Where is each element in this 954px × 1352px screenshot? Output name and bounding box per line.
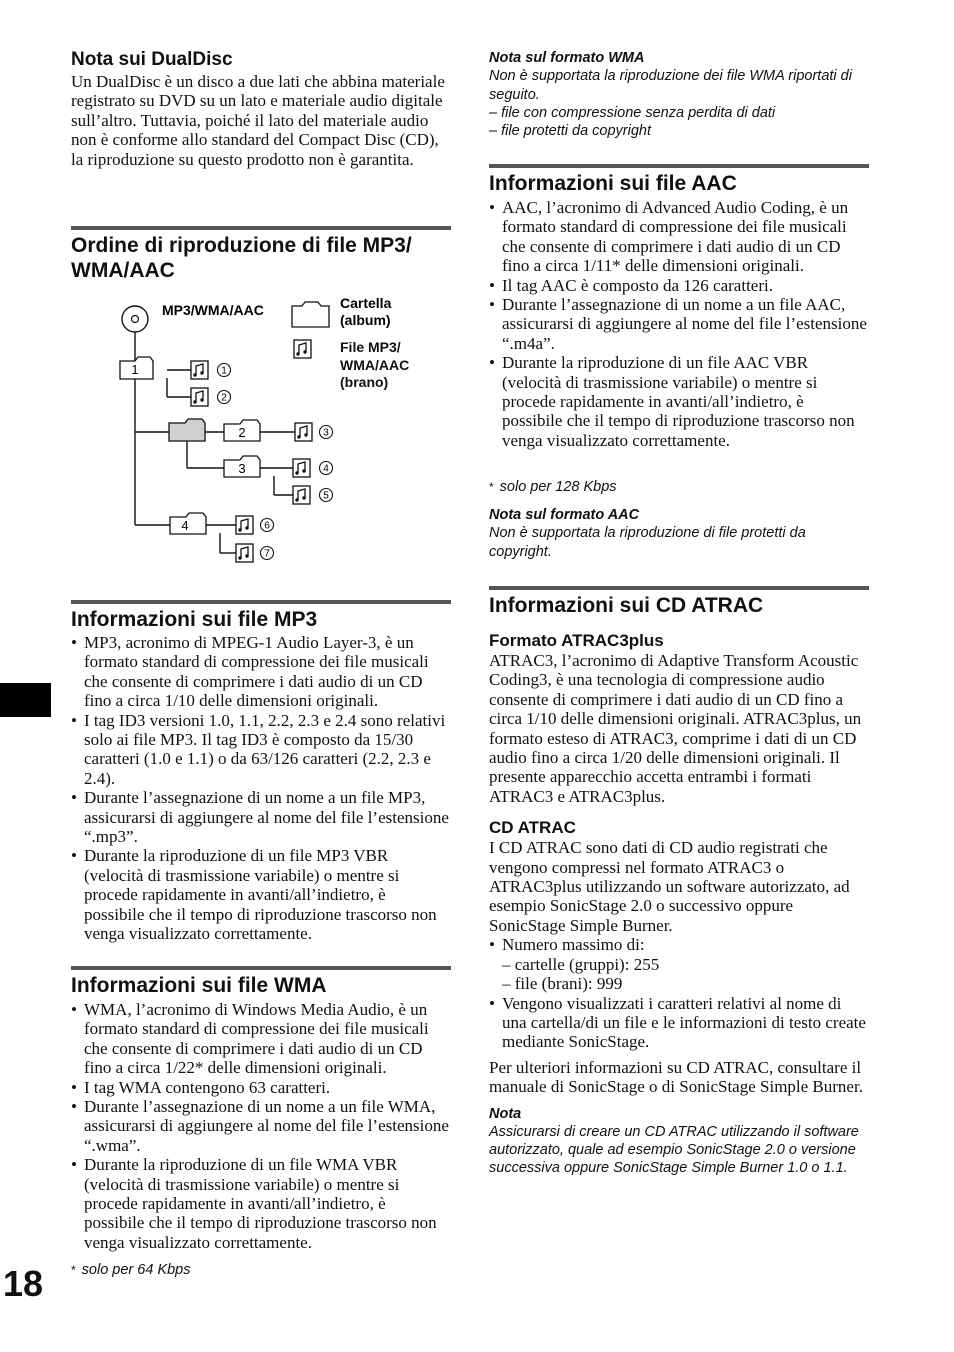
wma-footnote: * solo per 64 Kbps <box>71 1262 191 1278</box>
atrac-more-info: Per ulteriori informazioni su CD ATRAC, consultare il manuale di SonicStage o di SonicStage Simple Burner. <box>489 1057 863 1097</box>
list-item: • Numero massimo di: – cartelle (gruppi): 255 – file (brani): 999 <box>489 935 869 993</box>
dualdisc-heading: Nota sui DualDisc <box>71 49 233 70</box>
aac-list <box>489 198 867 450</box>
section-rule <box>71 226 451 230</box>
section-rule <box>489 164 869 168</box>
page-number: 18 <box>3 1263 44 1304</box>
music-file-4-icon <box>293 459 310 477</box>
playback-order-diagram <box>110 292 430 572</box>
list-item: • Durante la riproduzione di un file AAC VBR (velocità di trasmissione variabile) o mentre si procede rapidamente in avanti/all’indietro, è possibile che il tempo di riproduzione trascorso non venga visualizzato correttamente. <box>489 353 867 450</box>
list-item: • Durante l’assegnazione di un nome a un file MP3, assicurarsi di aggiungere al nome del file l’estensione “.mp3”. <box>71 788 449 846</box>
music-file-5-icon <box>293 486 310 504</box>
list-item: • I tag WMA contengono 63 caratteri. <box>71 1078 449 1097</box>
track-2-number: 2 <box>221 392 227 404</box>
section-rule <box>71 600 451 604</box>
track-3-number: 3 <box>323 427 329 439</box>
wma-list <box>71 1000 449 1252</box>
wma-heading: Informazioni sui file WMA <box>71 974 327 997</box>
music-file-1-icon <box>191 361 208 379</box>
folder-4-number: 4 <box>181 518 189 533</box>
section-tab-marker <box>0 683 51 717</box>
legend-folder-label: Cartella (album) <box>340 295 392 328</box>
aac-footnote: * solo per 128 Kbps <box>489 479 617 495</box>
section-rule <box>71 966 451 970</box>
music-file-3-icon <box>295 423 312 441</box>
list-item: • Durante l’assegnazione di un nome a un file WMA, assicurarsi di aggiungere al nome del file l’estensione “.wma”. <box>71 1097 449 1155</box>
aac-heading: Informazioni sui file AAC <box>489 172 737 195</box>
music-file-2-icon <box>191 388 208 406</box>
atrac-list <box>489 935 869 1051</box>
dualdisc-text: Un DualDisc è un disco a due lati che abbina materiale registrato su DVD su un lato e materiale audio digitale sull’altro. Tuttavia, poiché il lato del materiale audio non è conforme allo standard del Compact Disc (CD), la riproduzione su questo prodotto non è garantita. <box>71 72 445 169</box>
section-rule <box>489 586 869 590</box>
track-7-number: 7 <box>264 548 270 560</box>
aac-note: Nota sul formato AAC Non è supportata la riproduzione di file protetti da copyright. <box>489 507 806 560</box>
disc-label: MP3/WMA/AAC <box>162 302 264 318</box>
track-4-number: 4 <box>323 463 329 475</box>
atrac-note: Nota Assicurarsi di creare un CD ATRAC utilizzando il software autorizzato, quale ad esempio SonicStage 2.0 o versione successiva oppure SonicStage Simple Burner 1.0 o 1.1. <box>489 1105 859 1177</box>
atrac3plus-text: ATRAC3, l’acronimo di Adaptive Transform Acoustic Coding3, è una tecnologia di compressione audio consente di comprimere i dati audio di un CD fino a circa 1/10 delle dimensioni originali. ATRAC3plus, un formato esteso di ATRAC3, comprime i dati di un CD audio fino a circa 1/20 delle dimensioni originali. Il presente apparecchio accetta entrambi i formati ATRAC3 e ATRAC3plus. <box>489 651 862 806</box>
list-item: • WMA, l’acronimo di Windows Media Audio, è un formato standard di compressione dei file musicali che consente di comprimere i dati audio di un CD fino a circa 1/22* delle dimensioni originali. <box>71 1000 449 1078</box>
atrac-body <box>489 631 869 1178</box>
list-item: • Vengono visualizzati i caratteri relativi al nome di una cartella/di un file e le informazioni di testo create mediante SonicStage. <box>489 994 869 1052</box>
cd-atrac-text: I CD ATRAC sono dati di CD audio registrati che vengono compressi nel formato ATRAC3 o ATRAC3plus utilizzando un software autorizzato, ad esempio SonicStage 2.0 o successivo oppure SonicStage Simple Burner. <box>489 838 850 935</box>
music-file-legend-icon <box>294 340 311 358</box>
mp3-list <box>71 633 449 944</box>
folder-2-number: 2 <box>238 425 246 440</box>
mp3-heading: Informazioni sui file MP3 <box>71 608 318 631</box>
list-item: • Durante la riproduzione di un file MP3 VBR (velocità di trasmissione variabile) o mentre si procede rapidamente in avanti/all’indietro, è possibile che il tempo di riproduzione trascorso non venga visualizzato correttamente. <box>71 846 449 943</box>
list-item: • MP3, acronimo di MPEG-1 Audio Layer-3, è un formato standard di compressione dei file musicali che consente di comprimere i dati audio di un CD fino a circa 1/10 delle dimensioni originali. <box>71 633 449 711</box>
folder-gray-icon <box>169 419 205 441</box>
playback-order-heading: Ordine di riproduzione di file MP3/ WMA/AAC <box>71 234 412 282</box>
folder-1-number: 1 <box>131 362 139 377</box>
atrac3plus-subheading: Formato ATRAC3plus <box>489 631 664 650</box>
list-item: • AAC, l’acronimo di Advanced Audio Coding, è un formato standard di compressione dei file musicali che consente di comprimere i dati audio di un CD fino a circa 1/11* delle dimensioni originali. <box>489 198 867 276</box>
list-item: • Durante l’assegnazione di un nome a un file AAC, assicurarsi di aggiungere al nome del file l’estensione “.m4a”. <box>489 295 867 353</box>
folder-3-number: 3 <box>238 461 246 476</box>
list-item: • Durante la riproduzione di un file WMA VBR (velocità di trasmissione variabile) o mentre si procede rapidamente in avanti/all’indietro, è possibile che il tempo di riproduzione trascorso non venga visualizzato correttamente. <box>71 1155 449 1252</box>
track-6-number: 6 <box>264 520 270 532</box>
atrac-heading: Informazioni sui CD ATRAC <box>489 594 764 617</box>
folder-legend-icon <box>292 302 329 327</box>
music-file-7-icon <box>236 544 253 562</box>
track-5-number: 5 <box>323 490 329 502</box>
track-1-number: 1 <box>221 365 227 377</box>
legend-file-label: File MP3/ WMA/AAC (brano) <box>340 339 410 390</box>
cd-atrac-subheading: CD ATRAC <box>489 818 576 838</box>
list-item: • Il tag AAC è composto da 126 caratteri. <box>489 276 867 295</box>
disc-icon <box>122 306 148 332</box>
music-file-6-icon <box>236 516 253 534</box>
list-item: • I tag ID3 versioni 1.0, 1.1, 2.2, 2.3 e 2.4 sono relativi solo ai file MP3. Il tag ID3 è composto da 15/30 caratteri (1.0 e 1.1) o da 63/126 caratteri (2.2, 2.3 e 2.4). <box>71 711 449 789</box>
wma-note: Nota sul formato WMA Non è supportata la riproduzione dei file WMA riportati di seguito. – file con compressione senza perdita di dati – file protetti da copyright <box>489 50 852 140</box>
